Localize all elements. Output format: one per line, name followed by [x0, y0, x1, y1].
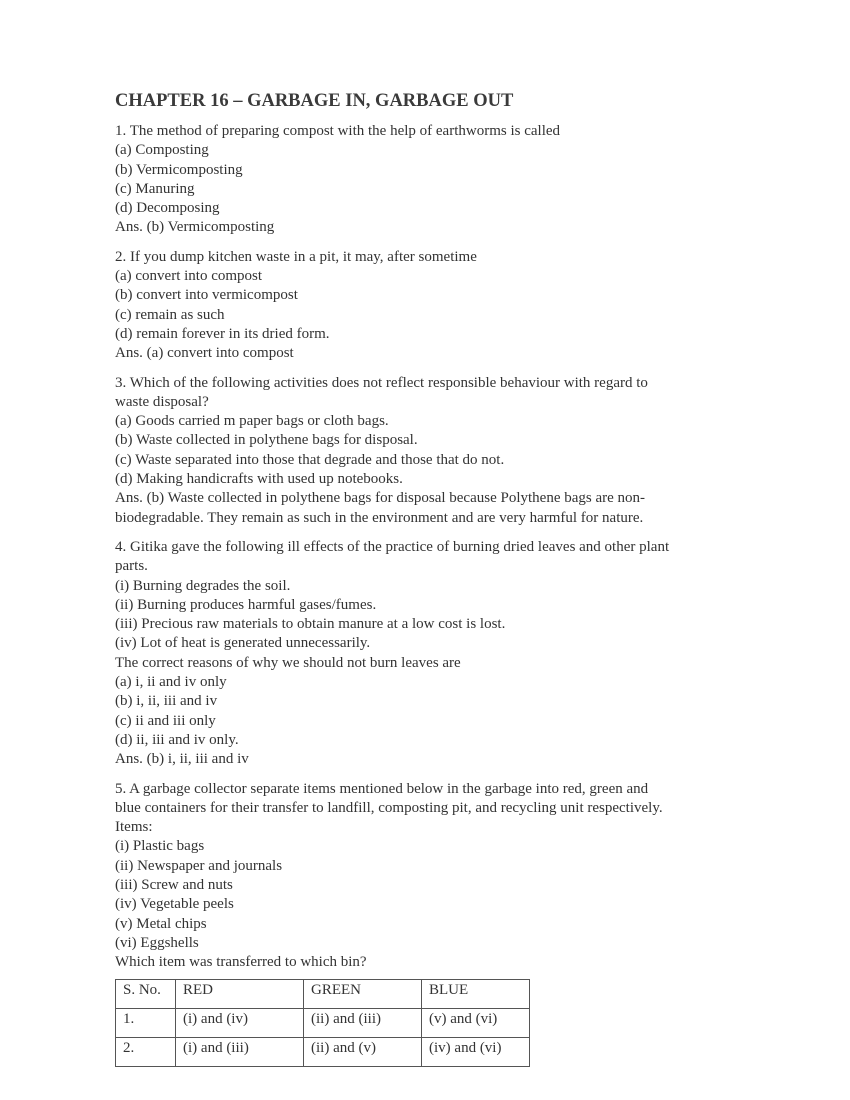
question-line: waste disposal? [115, 393, 209, 410]
question-line: (iii) Precious raw materials to obtain manure at a low cost is lost. [115, 616, 506, 633]
question-text: 3. Which of the following activities does not reflect responsible behaviour with regard to [115, 374, 648, 391]
question-line: (a) i, ii and iv only [115, 674, 227, 691]
question-line: parts. [115, 558, 148, 575]
question-line: (d) Making handicrafts with used up notebooks. [115, 471, 403, 488]
table-cell: S. No. [116, 980, 176, 1009]
answer-text: Ans. (b) i, ii, iii and iv [115, 751, 249, 768]
answer-text: Ans. (b) Vermicomposting [115, 219, 275, 236]
question-line: (v) Metal chips [115, 915, 207, 932]
chapter-title: CHAPTER 16 – GARBAGE IN, GARBAGE OUT [115, 91, 514, 111]
table-cell: (i) and (iii) [176, 1038, 304, 1067]
question-line: The correct reasons of why we should not burn leaves are [115, 654, 461, 671]
question-line: (a) Composting [115, 142, 209, 159]
question-line: (c) Waste separated into those that degrade and those that do not. [115, 451, 505, 468]
question-line: Which item was transferred to which bin? [115, 954, 367, 971]
question-line: (c) ii and iii only [115, 712, 216, 729]
table-cell: BLUE [422, 980, 530, 1009]
question-line: (iv) Lot of heat is generated unnecessarily. [115, 635, 371, 652]
question-line: (d) Decomposing [115, 200, 220, 217]
question-line: (a) Goods carried m paper bags or cloth bags. [115, 413, 389, 430]
table-cell: RED [176, 980, 304, 1009]
table-row [116, 1038, 530, 1067]
table-row [116, 1009, 530, 1038]
question-5 [115, 780, 755, 973]
question-line: (b) i, ii, iii and iv [115, 693, 218, 710]
question-line: (b) Vermicomposting [115, 161, 243, 178]
table-cell: (v) and (vi) [422, 1009, 530, 1038]
question-text: 5. A garbage collector separate items mentioned below in the garbage into red, green and [115, 780, 649, 797]
question-line: biodegradable. They remain as such in the environment and are very harmful for nature. [115, 509, 644, 526]
question-line: (c) remain as such [115, 306, 225, 323]
question-1 [115, 122, 755, 238]
question-text: 2. If you dump kitchen waste in a pit, it may, after sometime [115, 248, 477, 265]
question-line: (ii) Newspaper and journals [115, 857, 283, 874]
bin-options-table [115, 979, 530, 1067]
question-line: blue containers for their transfer to landfill, composting pit, and recycling unit respectively. [115, 799, 663, 816]
question-line: (iv) Vegetable peels [115, 896, 234, 913]
question-line: (c) Manuring [115, 180, 195, 197]
question-line: Items: [115, 819, 153, 836]
answer-text: Ans. (b) Waste collected in polythene bags for disposal because Polythene bags are non- [115, 490, 646, 507]
answer-text: Ans. (a) convert into compost [115, 345, 294, 362]
question-text: 4. Gitika gave the following ill effects of the practice of burning dried leaves and other plant [115, 538, 670, 555]
question-line: (b) Waste collected in polythene bags for disposal. [115, 432, 418, 449]
question-4 [115, 538, 755, 770]
question-line: (ii) Burning produces harmful gases/fumes. [115, 596, 377, 613]
question-line: (vi) Eggshells [115, 934, 199, 951]
table-cell: (iv) and (vi) [422, 1038, 530, 1067]
question-text: 1. The method of preparing compost with the help of earthworms is called [115, 123, 561, 139]
table-cell: (ii) and (iii) [304, 1009, 422, 1038]
question-line: (b) convert into vermicompost [115, 287, 298, 304]
table-cell: 2. [116, 1038, 176, 1067]
table-cell: 1. [116, 1009, 176, 1038]
question-line: (d) ii, iii and iv only. [115, 731, 239, 748]
question-line: (i) Plastic bags [115, 838, 205, 855]
question-list [115, 122, 755, 1067]
question-3 [115, 374, 755, 528]
table-cell: (ii) and (v) [304, 1038, 422, 1067]
question-line: (a) convert into compost [115, 268, 263, 285]
table-header-row [116, 980, 530, 1009]
question-line: (d) remain forever in its dried form. [115, 325, 330, 342]
table-cell: (i) and (iv) [176, 1009, 304, 1038]
table-cell: GREEN [304, 980, 422, 1009]
question-line: (i) Burning degrades the soil. [115, 577, 291, 594]
question-line: (iii) Screw and nuts [115, 876, 233, 893]
question-2 [115, 248, 755, 364]
